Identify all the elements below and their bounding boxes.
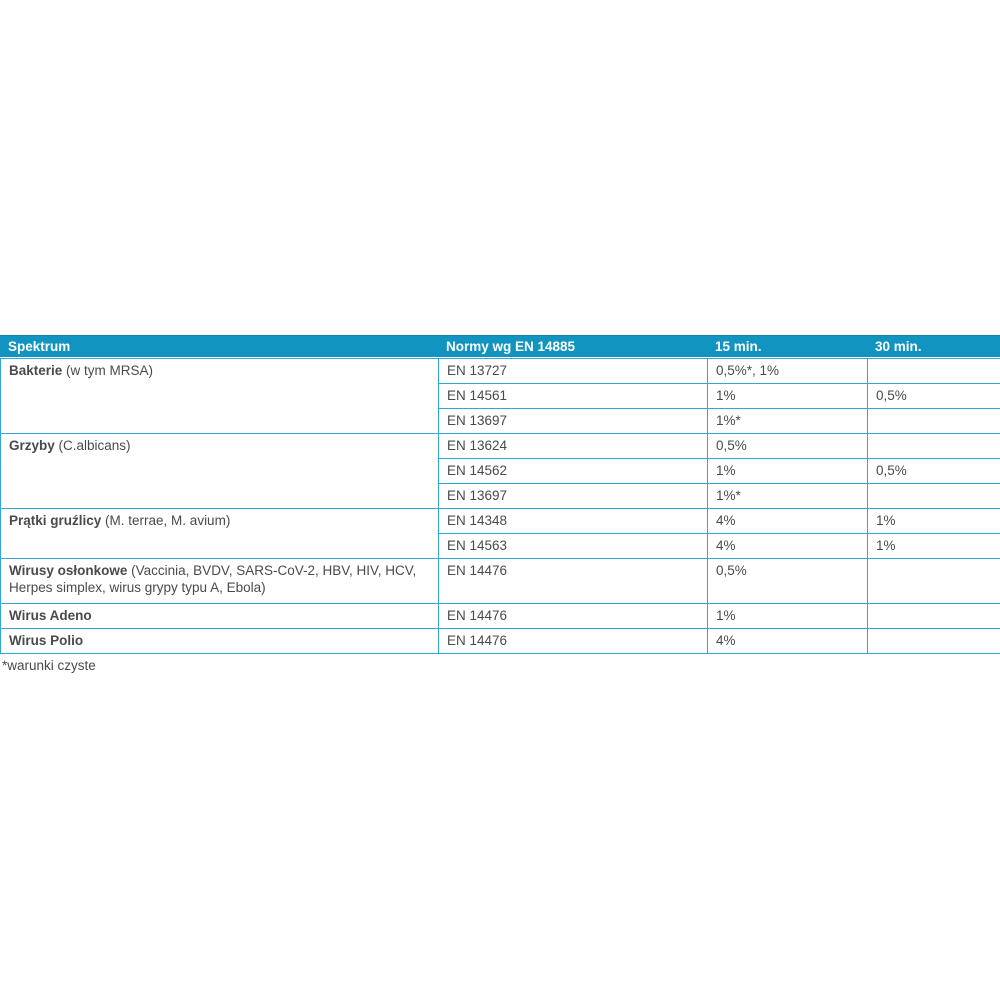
table-header-row [0, 335, 1000, 357]
norm-cell: EN 14563 [439, 534, 708, 559]
column-header-normy: Normy wg EN 14885 [446, 339, 576, 354]
value-30min-cell: 1% [868, 509, 1000, 534]
value-15min-cell: 0,5% [708, 559, 868, 604]
value-15min-cell: 0,5% [708, 434, 868, 459]
column-header-30min: 30 min. [875, 339, 922, 354]
value-15min-cell: 1% [708, 604, 868, 629]
table-row [1, 629, 1000, 654]
value-30min-cell [868, 484, 1000, 509]
value-30min-cell [868, 604, 1000, 629]
spectrum-detail: (C.albicans) [54, 438, 131, 453]
value-15min-cell: 1%* [708, 484, 868, 509]
norm-cell: EN 13697 [439, 409, 708, 434]
spectrum-detail: (w tym MRSA) [62, 363, 154, 378]
spectrum-detail: (M. terrae, M. avium) [101, 513, 231, 528]
value-15min-cell: 0,5%*, 1% [708, 359, 868, 384]
value-15min-cell: 4% [708, 534, 868, 559]
value-15min-cell: 1% [708, 384, 868, 409]
value-30min-cell [868, 409, 1000, 434]
spectrum-cell [1, 604, 439, 629]
norm-cell: EN 14476 [439, 629, 708, 654]
value-30min-cell [868, 559, 1000, 604]
table-row [1, 359, 1000, 384]
norm-cell: EN 14348 [439, 509, 708, 534]
spectrum-name: Prątki gruźlicy [9, 513, 102, 528]
value-15min-cell: 4% [708, 509, 868, 534]
table-footnote: *warunki czyste [2, 658, 96, 673]
norm-cell: EN 14561 [439, 384, 708, 409]
norm-cell: EN 14476 [439, 559, 708, 604]
norm-cell: EN 14562 [439, 459, 708, 484]
spectrum-cell [1, 359, 439, 434]
table-row [1, 604, 1000, 629]
spectrum-cell [1, 559, 439, 604]
spectrum-cell [1, 629, 439, 654]
spectrum-cell [1, 434, 439, 509]
value-15min-cell: 1% [708, 459, 868, 484]
spectrum-name: Wirusy osłonkowe [9, 563, 128, 578]
spectrum-name: Bakterie [9, 363, 63, 378]
table-row [1, 559, 1000, 604]
value-30min-cell: 1% [868, 534, 1000, 559]
efficacy-table [0, 358, 1000, 654]
spectrum-name: Wirus Adeno [9, 608, 92, 623]
efficacy-table-section [0, 335, 1000, 674]
value-30min-cell: 0,5% [868, 384, 1000, 409]
norm-cell: EN 13697 [439, 484, 708, 509]
spectrum-name: Grzyby [9, 438, 55, 453]
norm-cell: EN 14476 [439, 604, 708, 629]
value-15min-cell: 1%* [708, 409, 868, 434]
spectrum-cell [1, 509, 439, 559]
table-row [1, 434, 1000, 459]
value-15min-cell: 4% [708, 629, 868, 654]
column-header-spektrum: Spektrum [8, 339, 71, 354]
value-30min-cell [868, 434, 1000, 459]
spectrum-detail: (Vaccinia, BVDV, SARS-CoV-2, HBV, HIV, HCV, Herpes simplex, wirus grypy typu A, Ebola) [9, 563, 417, 595]
norm-cell: EN 13624 [439, 434, 708, 459]
norm-cell: EN 13727 [439, 359, 708, 384]
value-30min-cell [868, 359, 1000, 384]
spectrum-name: Wirus Polio [9, 633, 84, 648]
table-row [1, 509, 1000, 534]
column-header-15min: 15 min. [715, 339, 762, 354]
value-30min-cell [868, 629, 1000, 654]
value-30min-cell: 0,5% [868, 459, 1000, 484]
